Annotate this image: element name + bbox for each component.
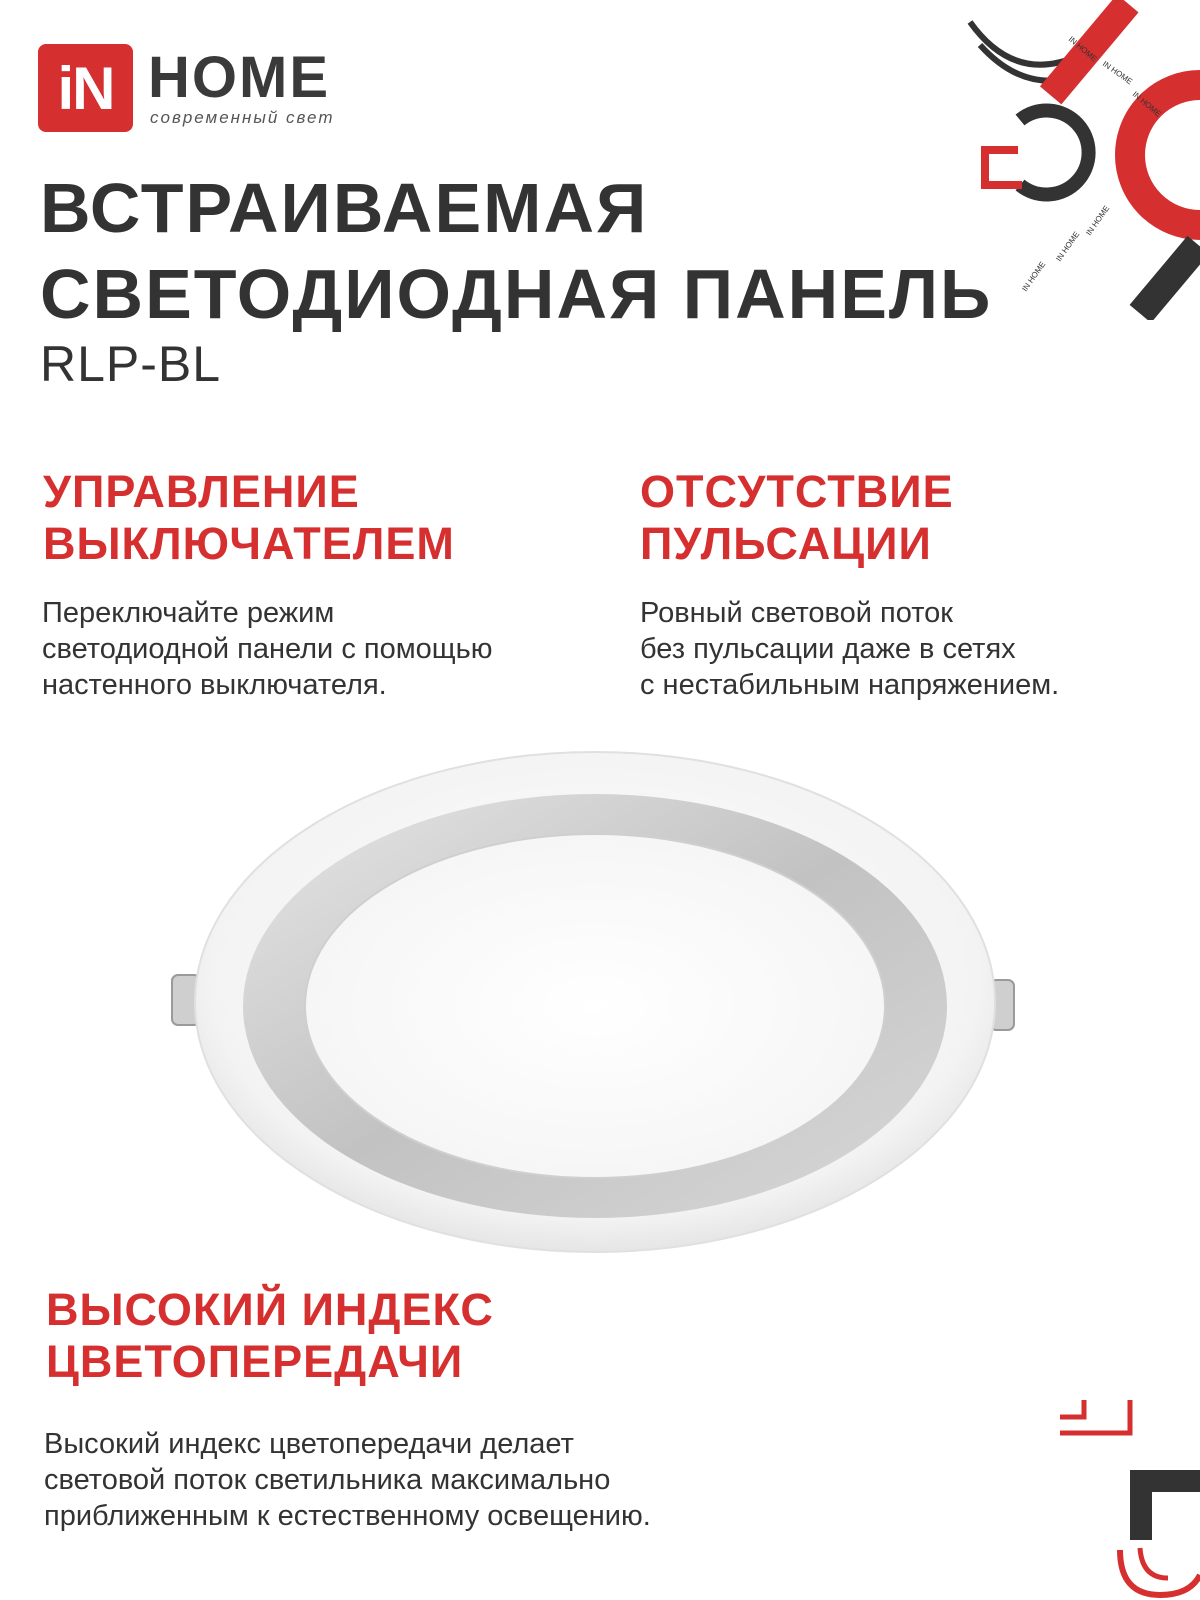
- feature-1-heading: [43, 466, 455, 570]
- led-panel-image: [160, 740, 1040, 1280]
- feature-1-heading-line-2: ВЫКЛЮЧАТЕЛЕМ: [43, 518, 455, 569]
- feature-2-text-line-1: Ровный световой поток: [640, 597, 953, 629]
- logo-home-word: HOME: [148, 45, 330, 110]
- decorative-pattern-bottom: [1060, 1400, 1200, 1600]
- feature-3-text-line-1: Высокий индекс цветопередачи делает: [44, 1428, 574, 1460]
- feature-3-text-line-3: приближенным к естественному освещению.: [44, 1500, 651, 1532]
- feature-2-heading-line-1: ОТСУТСТВИЕ: [640, 466, 954, 517]
- feature-3-text-line-2: световой поток светильника максимально: [44, 1464, 611, 1496]
- feature-2-heading-line-2: ПУЛЬСАЦИИ: [640, 518, 932, 569]
- deco-label-5: IN HOME: [1054, 229, 1082, 264]
- feature-3-heading: [46, 1284, 494, 1388]
- title-line-1: ВСТРАИВАЕМАЯ: [40, 169, 649, 247]
- feature-2-text-line-2: без пульсации даже в сетях: [640, 633, 1016, 665]
- logo-in-badge: iN: [38, 44, 133, 132]
- logo-tagline: современный свет: [150, 108, 335, 127]
- deco-label-1: IN HOME: [1066, 34, 1099, 64]
- feature-3-heading-line-1: ВЫСОКИЙ ИНДЕКС: [46, 1284, 494, 1335]
- feature-1-text-line-2: светодиодной панели с помощью: [42, 633, 493, 665]
- feature-2-heading: [640, 466, 954, 570]
- feature-2-text-line-3: с нестабильным напряжением.: [640, 669, 1060, 701]
- feature-1-text-line-1: Переключайте режим: [42, 597, 335, 629]
- model-code: RLP-BL: [40, 336, 222, 392]
- deco-label-6: IN HOME: [1084, 203, 1112, 238]
- title-line-2: СВЕТОДИОДНАЯ ПАНЕЛЬ: [40, 255, 993, 333]
- deco-label-3: IN HOME: [1130, 89, 1163, 119]
- feature-1-heading-line-1: УПРАВЛЕНИЕ: [43, 466, 360, 517]
- deco-label-4: IN HOME: [1020, 259, 1048, 294]
- feature-1-text: [42, 595, 493, 703]
- page-title: [40, 165, 1000, 337]
- deco-label-2: IN HOME: [1100, 59, 1135, 87]
- feature-3-heading-line-2: ЦВЕТОПЕРЕДАЧИ: [46, 1336, 464, 1387]
- feature-3-text: [44, 1426, 651, 1534]
- logo-home-text: [148, 44, 330, 111]
- feature-2-text: [640, 595, 1059, 703]
- feature-1-text-line-3: настенного выключателя.: [42, 669, 387, 701]
